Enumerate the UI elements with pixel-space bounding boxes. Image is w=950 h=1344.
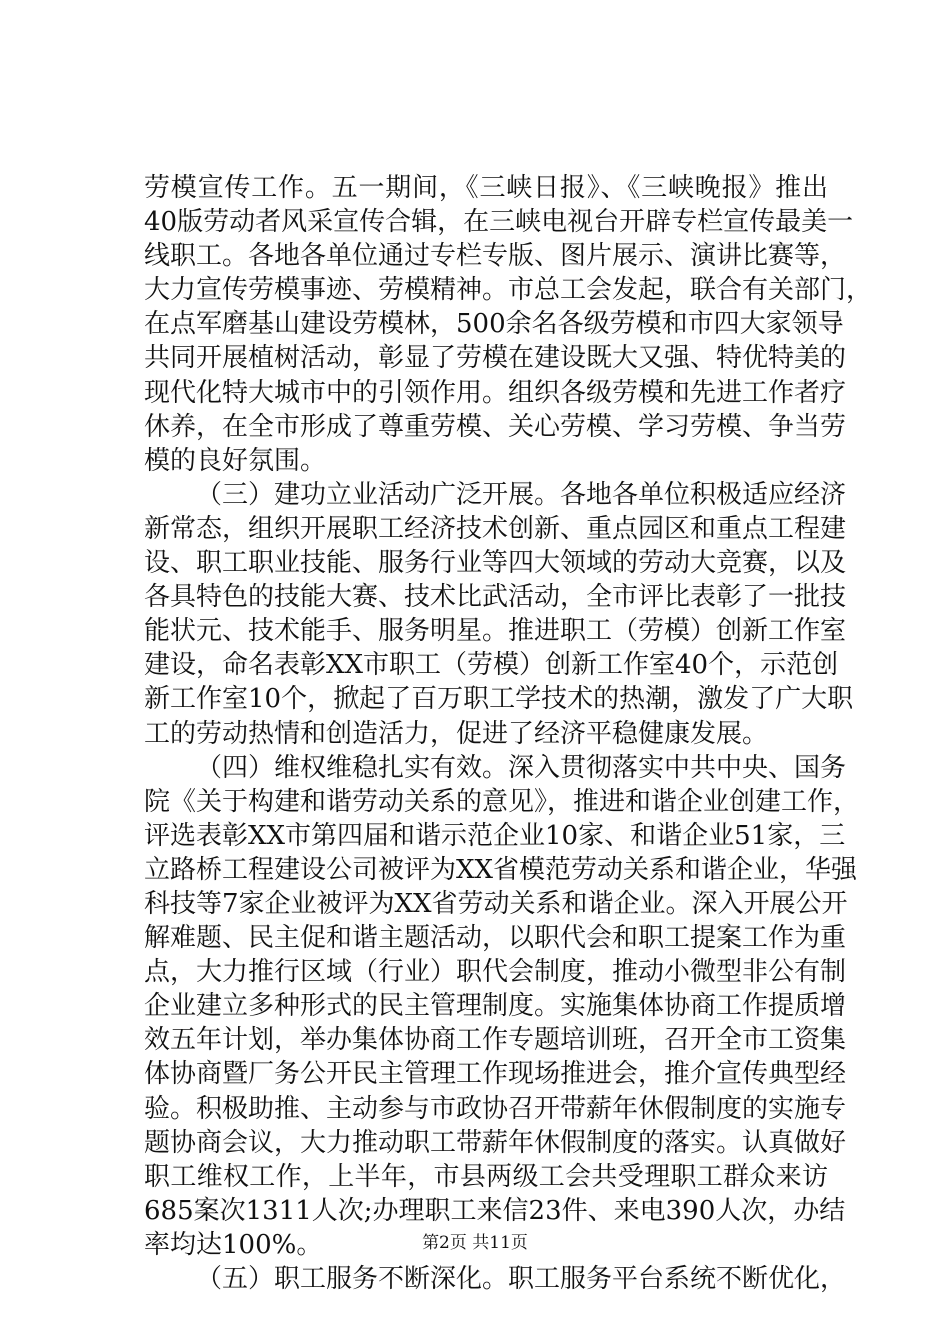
text-line: 685案次1311人次;办理职工来信23件、来电390人次，办结 bbox=[144, 1195, 846, 1226]
text-line: 院《关于构建和谐劳动关系的意见》，推进和谐企业创建工作， bbox=[144, 786, 860, 817]
text-line: 劳模宣传工作。五一期间，《三峡日报》、《三峡晚报》推出 bbox=[144, 173, 828, 203]
text-line: 休养，在全市形成了尊重劳模、关心劳模、学习劳模、争当劳 bbox=[144, 411, 847, 442]
text-line: 立路桥工程建设公司被评为XX省模范劳动关系和谐企业，华强 bbox=[144, 854, 858, 885]
text-line: 设、职工职业技能、服务行业等四大领域的劳动大竞赛，以及 bbox=[144, 548, 847, 579]
text-line: 题协商会议，大力推动职工带薪年休假制度的落实。认真做好 bbox=[144, 1127, 847, 1158]
text-line: 企业建立多种形式的民主管理制度。实施集体协商工作提质增 bbox=[144, 991, 847, 1022]
text-line: 大力宣传劳模事迹、劳模精神。市总工会发起，联合有关部门， bbox=[144, 275, 873, 306]
page-footer: 第2页 共11页 bbox=[422, 1233, 528, 1253]
text-line: 新工作室10个，掀起了百万职工学技术的热潮，激发了广大职 bbox=[144, 684, 854, 715]
text-line: 职工维权工作，上半年，市县两级工会共受理职工群众来访 bbox=[144, 1161, 828, 1192]
document-body bbox=[144, 171, 873, 1296]
text-line: 点，大力推行区域（行业）职代会制度，推动小微型非公有制 bbox=[144, 957, 847, 988]
text-line: 40版劳动者风采宣传合辑，在三峡电视台开辟专栏宣传最美一 bbox=[144, 207, 854, 238]
text-line: 新常态，组织开展职工经济技术创新、重点园区和重点工程建 bbox=[144, 513, 847, 544]
text-line: （四）维权维稳扎实有效。深入贯彻落实中共中央、国务 bbox=[196, 752, 847, 783]
text-line: （三）建功立业活动广泛开展。各地各单位积极适应经济 bbox=[196, 479, 847, 510]
text-line: 建设，命名表彰XX市职工（劳模）创新工作室40个，示范创 bbox=[144, 650, 839, 681]
text-line: 在点军磨基山建设劳模林，500余名各级劳模和市四大家领导 bbox=[144, 309, 844, 340]
text-line: 能状元、技术能手、服务明星。推进职工（劳模）创新工作室 bbox=[144, 616, 847, 647]
text-line: 工的劳动热情和创造活力，促进了经济平稳健康发展。 bbox=[144, 718, 769, 749]
text-line: （五）职工服务不断深化。职工服务平台系统不断优化， bbox=[196, 1264, 847, 1294]
text-line: 验。积极助推、主动参与市政协召开带薪年休假制度的实施专 bbox=[144, 1093, 847, 1124]
text-line: 解难题、民主促和谐主题活动，以职代会和职工提案工作为重 bbox=[144, 923, 847, 954]
text-line: 评选表彰XX市第四届和谐示范企业10家、和谐企业51家，三 bbox=[144, 820, 846, 851]
text-line: 体协商暨厂务公开民主管理工作现场推进会，推介宣传典型经 bbox=[144, 1059, 847, 1090]
text-line: 共同开展植树活动，彰显了劳模在建设既大又强、特优特美的 bbox=[144, 343, 847, 374]
text-line: 率均达100%。 bbox=[144, 1229, 323, 1260]
text-line: 效五年计划，举办集体协商工作专题培训班，召开全市工资集 bbox=[144, 1025, 847, 1056]
text-line: 模的良好氛围。 bbox=[144, 445, 327, 476]
text-line: 各具特色的技能大赛、技术比武活动，全市评比表彰了一批技 bbox=[144, 582, 847, 613]
text-line: 科技等7家企业被评为XX省劳动关系和谐企业。深入开展公开 bbox=[144, 888, 848, 919]
text-line: 现代化特大城市中的引领作用。组织各级劳模和先进工作者疗 bbox=[144, 377, 847, 408]
text-line: 线职工。各地各单位通过专栏专版、图片展示、演讲比赛等， bbox=[144, 241, 847, 272]
